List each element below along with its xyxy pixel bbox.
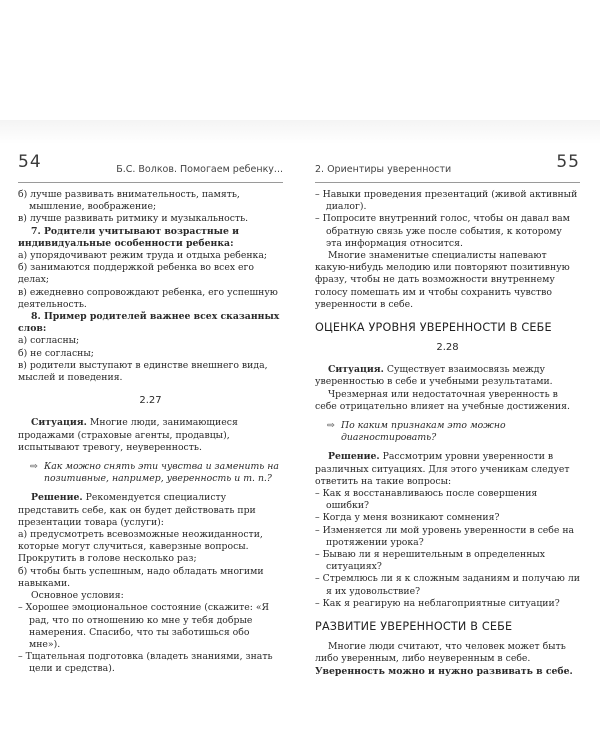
- question-item: – Как я восстанавливаюсь после совершения ошибки?: [315, 488, 538, 512]
- left-page-header: [18, 152, 283, 183]
- question-item: – Стремлюсь ли я к сложным заданиям и получаю ли я их удовольствие?: [315, 573, 580, 597]
- right-page: [315, 152, 580, 678]
- section-number-2-28: 2.28: [436, 342, 459, 354]
- right-page-header: [315, 152, 580, 183]
- right-page-number: 55: [556, 152, 580, 172]
- top-bleed-shadow: [0, 120, 600, 144]
- arrow-icon: ⇨: [30, 461, 38, 473]
- q7-title: 7. Родители учитывают возрастные и индивидуальные особенности ребенка:: [18, 225, 240, 249]
- paragraph-1: Многие знаменитые специалисты напевают какую-нибудь мелодию или повторяют позитивную фразу, чтобы не дать возможности внутреннему голосу помешать им и чтобы сохранить чувство уверенности в себе.: [315, 250, 570, 310]
- conditions-heading: Основное условия:: [31, 590, 124, 602]
- question-item: – Когда у меня возникают сомнения?: [315, 512, 500, 524]
- question-line: ⇨ Как можно снять эти чувства и заменить на позитивные, например, уверенность и т. п.?: [30, 461, 279, 485]
- condition-item: – Тщательная подготовка (владеть знаниями, знать цели и средства).: [18, 651, 273, 675]
- final-paragraph: Многие люди считают, что человек может быть либо уверенным, либо неуверенным в себе. Уверенность можно и нужно развивать в себе.: [315, 641, 573, 677]
- question-item: – Как я реагирую на неблагоприятные ситуации?: [315, 597, 560, 609]
- solution-paragraph: Решение. Рассмотрим уровни уверенности в различных ситуациях. Для этого ученикам следует ответить на такие вопросы:: [315, 451, 570, 487]
- question-line: ⇨ По каким признакам это можно диагностировать?: [327, 420, 506, 444]
- q8-title: 8. Пример родителей важнее всех сказанных слов:: [18, 311, 280, 335]
- q7-option-b: б) занимаются поддержкой ребенка во всех его делах;: [18, 262, 254, 286]
- q7-option-c: в) ежедневно сопровождают ребенка, его успешную деятельность.: [18, 286, 278, 310]
- left-page-number: 54: [18, 152, 42, 172]
- section-heading-assessment: ОЦЕНКА УРОВНЯ УВЕРЕННОСТИ В СЕБЕ: [315, 321, 552, 335]
- q7-option-a: а) упорядочивают режим труда и отдыха ребенка;: [18, 250, 268, 262]
- solution-paragraph: Решение. Рекомендуется специалисту представить себе, как он будет действовать при презентации товара (услуги):: [18, 492, 256, 528]
- left-running-title: Б.С. Волков. Помогаем ребенку...: [116, 164, 283, 175]
- q8-option-c: в) родители выступают в единстве внешнего вида, мыслей и поведения.: [18, 359, 268, 384]
- question-item: – Бываю ли я нерешительным в определенных ситуациях?: [315, 549, 546, 573]
- right-running-title: 2. Ориентиры уверенности: [315, 164, 452, 175]
- left-page: [18, 152, 283, 676]
- section-heading-development: РАЗВИТИЕ УВЕРЕННОСТИ В СЕБЕ: [315, 620, 513, 634]
- paragraph-2: Чрезмерная или недостаточная уверенность в себе отрицательно влияет на учебные достижения.: [315, 388, 570, 412]
- bullet-item: – Навыки проведения презентаций (живой активный диалог).: [315, 189, 578, 213]
- q8-option-b: б) не согласны;: [18, 347, 94, 359]
- section-number-2-27: 2.27: [139, 395, 162, 407]
- bullet-item: – Попросите внутренний голос, чтобы он давал вам обратную связь уже после события, к которому эта информация относится.: [315, 213, 570, 249]
- solution-item-a: а) предусмотреть всевозможные неожиданности, которые могут случиться, каверзные вопросы. Прокрутить в голове несколько раз;: [18, 529, 263, 565]
- situation-paragraph: Ситуация. Существует взаимосвязь между уверенностью в себе и учебными результатами.: [315, 364, 553, 388]
- question-item: – Изменяется ли мой уровень уверенности в себе на протяжении урока?: [315, 524, 575, 548]
- solution-item-b: б) чтобы быть успешным, надо обладать многими навыками.: [18, 565, 264, 589]
- q8-option-a: а) согласны;: [18, 335, 80, 347]
- condition-item: – Хорошее эмоциональное состояние (скажите: «Я рад, что по отношению ко мне у тебя добрые намерения. Спасибо, что ты заботишься обо мне»).: [18, 602, 270, 650]
- situation-paragraph: Ситуация. Многие люди, занимающиеся продажами (страховые агенты, продавцы), испытывают тревогу, неуверенность.: [18, 417, 238, 453]
- intro-line-1: б) лучше развивать внимательность, память, мышление, воображение;: [18, 189, 240, 213]
- arrow-icon: ⇨: [327, 420, 335, 432]
- intro-line-2: в) лучше развивать ритмику и музыкальность.: [18, 213, 249, 225]
